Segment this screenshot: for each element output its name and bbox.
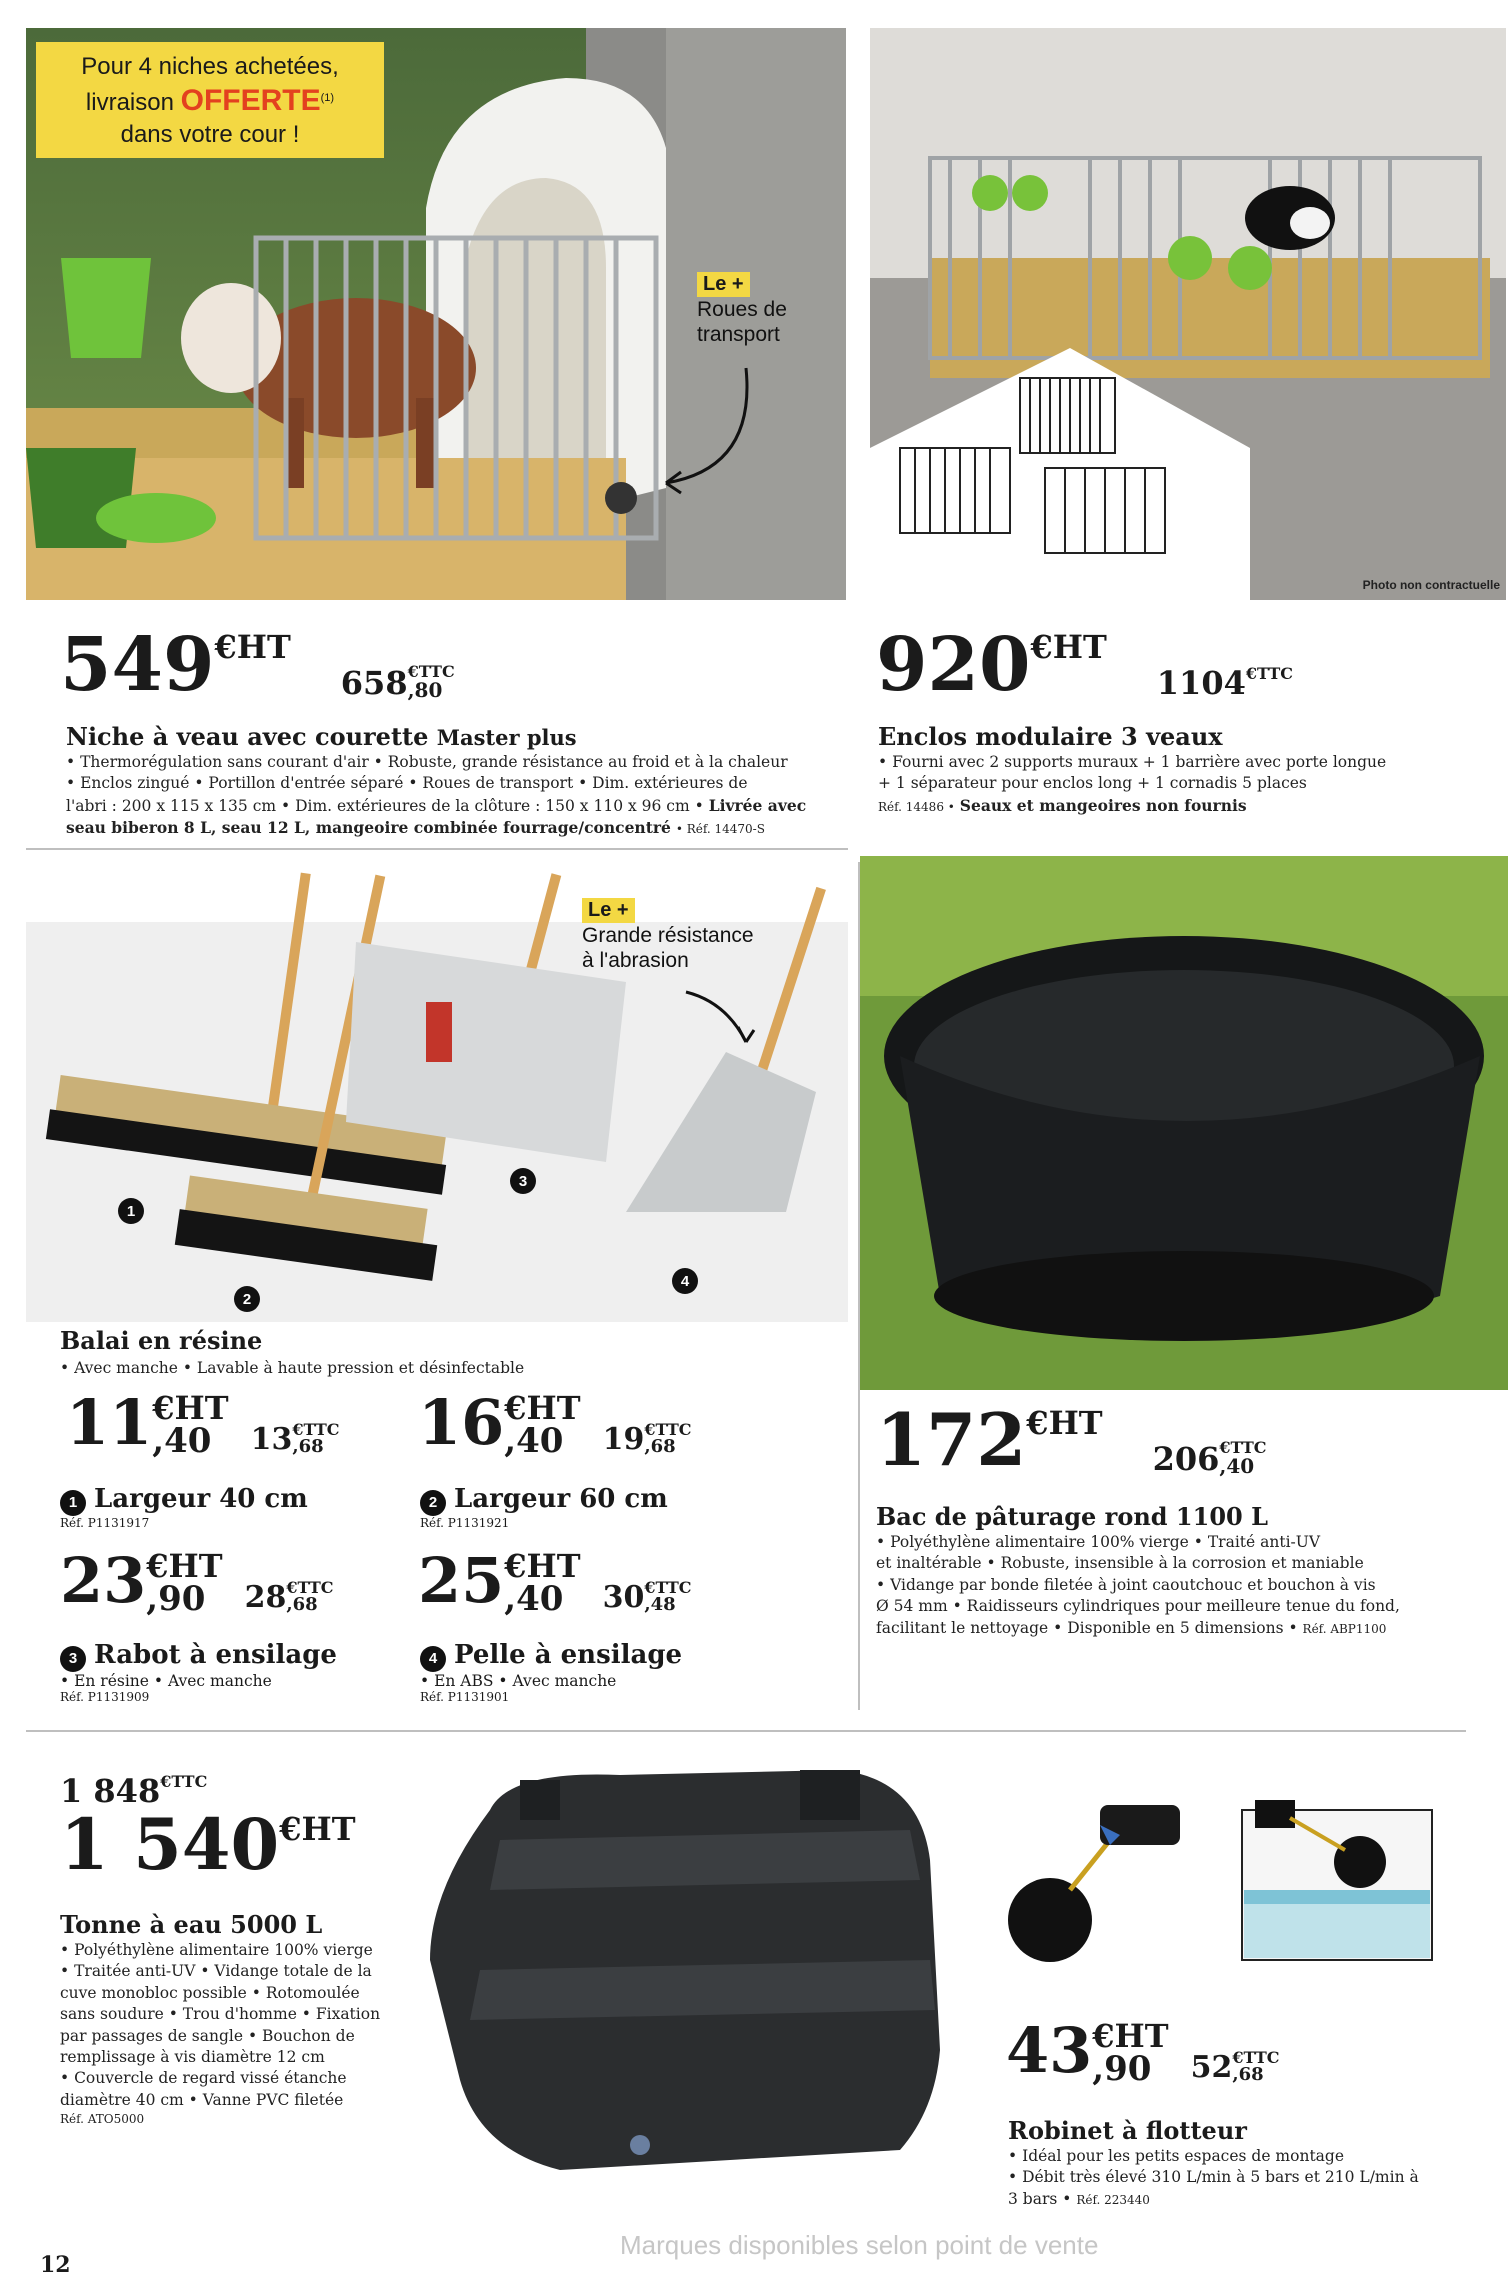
bac-ttc-int: 206 [1152,1440,1220,1478]
tonne-title: Tonne à eau 5000 L [60,1910,323,1939]
bac-ttc-label: €TTC [1219,1438,1267,1457]
enclos-price [876,622,1293,708]
item-1-ht-label: €HT [152,1389,229,1427]
item-3-name: Rabot à ensilage [94,1640,337,1670]
niche-ht-label: €HT [214,628,291,666]
tonne-desc-line: par passages de sangle • Bouchon de [60,2026,355,2045]
item-1-ttc-cents: ,68 [292,1436,324,1457]
item-3-desc: • En résine • Avec manche [60,1671,272,1690]
item-3-label [60,1640,337,1704]
item-2-ttc-label: €TTC [644,1420,692,1439]
badge-3 [510,1168,544,1194]
niche-desc-line3 [66,795,856,817]
robinet-description [1008,2146,1478,2210]
niche-title [66,722,577,751]
tonne-ttc-value: 1 848 [60,1772,161,1810]
badge-2 [234,1286,268,1312]
item-4-ht-label: €HT [504,1547,581,1585]
item-4-desc: • En ABS • Avec manche [420,1671,617,1690]
free-delivery-promo [36,42,384,158]
enclos-not-included: Seaux et mangeoires non fournis [959,795,1247,815]
tools-title: Balai en résine [60,1326,263,1355]
page-number: 12 [40,2252,71,2278]
robinet-ref: Réf. 223440 [1076,2192,1150,2207]
badge-4-number: 4 [672,1268,698,1294]
item-4-ttc-label: €TTC [644,1578,692,1597]
tonne-desc-line: • Couvercle de regard vissé étanche [60,2069,347,2088]
enclos-desc-line1: • Fourni avec 2 supports muraux + 1 barrière avec porte longue [878,753,1387,771]
item-4-ttc-int: 30 [602,1580,645,1615]
item-1-price [66,1386,340,1461]
item-3-ttc-label: €TTC [286,1578,334,1597]
bac-desc-line4: Ø 54 mm • Raidisseurs cylindriques pour meilleure tenue du fond, [876,1597,1400,1616]
item-4-badge: 4 [420,1646,446,1672]
niche-desc-line3-bold: Livrée avec [708,795,807,815]
item-1-label [60,1484,308,1530]
item-3-badge: 3 [60,1646,86,1672]
item-1-ht-int: 11 [66,1386,153,1459]
water-tank-illustration [420,1750,940,2190]
tools-plus-callout [582,898,754,973]
enclos-price-ht: 920 [876,622,1031,708]
bac-desc-line5-text: facilitant le nettoyage • Disponible en 5 dimensions • [876,1618,1298,1637]
item-2-name: Largeur 60 cm [454,1484,668,1514]
tonne-desc-line: • Traitée anti-UV • Vidange totale de la [60,1962,372,1981]
tonne-desc-line: remplissage à vis diamètre 12 cm [60,2047,325,2066]
niche-title-suffix: Master plus [436,725,577,750]
promo-footnote-mark: (1) [320,92,335,104]
tonne-description [60,1940,440,2128]
bac-price-ht: 172 [876,1397,1027,1482]
item-2-ht-cents: ,40 [504,1421,564,1461]
item-4-label [420,1640,682,1704]
niche-desc-line3-text: l'abri : 200 x 115 x 135 cm • Dim. extérieures de la clôture : 150 x 110 x 96 cm • [66,796,704,815]
robinet-price [1006,2014,1280,2089]
item-4-ht-cents: ,40 [504,1579,564,1619]
enclos-ttc-value: 1104 [1156,664,1246,702]
niche-price-ttc [341,664,455,702]
enclos-ref: Réf. 14486 • [878,799,955,814]
niche-ref: • Réf. 14470-S [675,822,765,837]
niche-ttc-int: 658 [340,664,408,702]
plus-tag: Le + [582,898,635,923]
item-3-ht-label: €HT [146,1547,223,1585]
float-valve-illustration [1000,1780,1460,1980]
bac-desc-line3: • Vidange par bonde filetée à joint caoutchouc et bouchon à vis [876,1575,1376,1594]
item-3-ht-cents: ,90 [146,1579,206,1619]
robinet-ht-label: €HT [1092,2017,1169,2055]
niche-ttc-cents: ,80 [407,678,443,702]
plus-text-line1: Roues de [697,298,787,321]
tonne-desc-line: • Polyéthylène alimentaire 100% vierge [60,1941,373,1959]
item-3-ttc-cents: ,68 [286,1594,318,1615]
section-divider [26,848,848,850]
enclos-title: Enclos modulaire 3 veaux [878,722,1223,751]
enclos-ttc-label: €TTC [1245,664,1293,683]
enclos-price-ttc [1157,664,1293,702]
robinet-desc-line1: • Idéal pour les petits espaces de montage [1008,2147,1345,2165]
robinet-ttc-label: €TTC [1232,2048,1280,2067]
bac-desc-line1: • Polyéthylène alimentaire 100% vierge • Traité anti-UV [876,1533,1321,1551]
tonne-desc-line: cuve monobloc possible • Rotomoulée [60,1983,360,2002]
item-2-label [420,1484,668,1530]
tonne-ttc-label: €TTC [160,1772,208,1791]
bac-price [876,1397,1267,1482]
item-3-ht-int: 23 [60,1544,147,1617]
item-4-ref: Réf. P1131901 [420,1689,510,1704]
robinet-ttc-cents: ,68 [1232,2064,1264,2085]
photo-disclaimer: Photo non contractuelle [1362,578,1500,592]
niche-price-ht: 549 [60,622,215,708]
niche-plus-callout [697,272,787,347]
badge-3-number: 3 [510,1168,536,1194]
footer-note: Marques disponibles selon point de vente [620,2230,1099,2260]
bac-desc-line2: et inaltérable • Robuste, insensible à la corrosion et maniable [876,1554,1364,1573]
item-1-ht-cents: ,40 [152,1421,212,1461]
niche-description [66,752,856,840]
niche-ttc-label: €TTC [407,662,455,681]
tonne-desc-line: sans soudure • Trou d'homme • Fixation [60,2005,381,2024]
niche-desc-line4-bold: seau biberon 8 L, seau 12 L, mangeoire combinée fourrage/concentré [66,818,671,838]
niche-desc-line4 [66,817,856,839]
robinet-desc-line2: • Débit très élevé 310 L/min à 5 bars et 210 L/min à [1008,2168,1419,2187]
robinet-photo [1000,1780,1460,1980]
tools-description: • Avec manche • Lavable à haute pression et désinfectable [60,1359,525,1377]
item-1-name: Largeur 40 cm [94,1484,308,1514]
bac-ttc-cents: ,40 [1219,1454,1255,1478]
niche-price [60,622,455,708]
item-2-ht-int: 16 [418,1386,505,1459]
section-divider-bottom [26,1730,1466,1732]
bac-title: Bac de pâturage rond 1100 L [876,1502,1268,1531]
bac-desc-line5 [876,1618,1491,1639]
tonne-ht-label: €HT [279,1810,356,1848]
robinet-title: Robinet à flotteur [1008,2116,1247,2145]
bac-description [876,1532,1491,1639]
robinet-ht-int: 43 [1006,2014,1093,2087]
enclos-desc-line2: + 1 séparateur pour enclos long + 1 cornadis 5 places [878,774,1307,793]
item-2-price [418,1386,692,1461]
enclos-desc-line3 [878,795,1478,817]
plus-text-line2: à l'abrasion [582,949,689,973]
bac-ht-label: €HT [1026,1404,1103,1442]
bac-photo [860,856,1508,1390]
item-4-ttc-cents: ,48 [644,1594,676,1615]
tonne-photo [420,1750,940,2190]
item-1-ttc-int: 13 [250,1422,293,1457]
item-2-ref: Réf. P1131921 [420,1515,510,1530]
item-4-ht-int: 25 [418,1544,505,1617]
promo-line-3: dans votre cour ! [120,120,300,148]
item-2-badge: 2 [420,1490,446,1516]
plus-text-line2: transport [697,323,780,347]
pen-illustration [870,28,1506,600]
niche-title-main: Niche à veau avec courette [66,722,429,751]
item-4-price [418,1544,692,1619]
badge-4 [672,1268,706,1294]
enclos-ht-label: €HT [1030,628,1107,666]
bac-ref: Réf. ABP1100 [1302,1621,1387,1636]
item-1-ref: Réf. P1131917 [60,1515,150,1530]
plus-tag: Le + [697,272,750,297]
item-2-ttc-cents: ,68 [644,1436,676,1457]
enclos-description [878,752,1478,817]
item-3-price [60,1544,334,1619]
tonne-desc-line: diamètre 40 cm • Vanne PVC filetée [60,2090,344,2109]
item-2-ttc-int: 19 [602,1422,645,1457]
tonne-price-ht: 1 540 [60,1803,280,1886]
promo-line-1: Pour 4 niches achetées, [81,53,339,80]
item-1-ttc-label: €TTC [292,1420,340,1439]
tools-photo [26,862,848,1322]
robinet-desc-line3-text: 3 bars • [1008,2189,1072,2208]
niche-desc-line1: • Thermorégulation sans courant d'air • Robuste, grande résistance au froid et à la chaleur [66,753,788,771]
tonne-ref: Réf. ATO5000 [60,2112,145,2126]
niche-desc-line2: • Enclos zingué • Portillon d'entrée séparé • Roues de transport • Dim. extérieures de [66,774,748,793]
promo-line-2 [36,82,384,120]
robinet-desc-line3 [1008,2189,1478,2210]
badge-1-number: 1 [118,1198,144,1224]
robinet-ht-cents: ,90 [1092,2049,1152,2089]
item-3-ref: Réf. P1131909 [60,1689,150,1704]
tonne-price [60,1772,356,1886]
promo-line-2-text: livraison [85,89,174,116]
badge-1 [118,1198,152,1224]
plus-text-line1: Grande résistance [582,924,754,947]
item-2-ht-label: €HT [504,1389,581,1427]
promo-offer-word: OFFERTE [180,84,321,117]
item-1-badge: 1 [60,1490,86,1516]
badge-2-number: 2 [234,1286,260,1312]
enclos-photo [870,28,1506,600]
robinet-ttc-int: 52 [1190,2050,1233,2085]
item-4-name: Pelle à ensilage [454,1640,683,1670]
trough-illustration [860,856,1508,1390]
item-3-ttc-int: 28 [244,1580,287,1615]
